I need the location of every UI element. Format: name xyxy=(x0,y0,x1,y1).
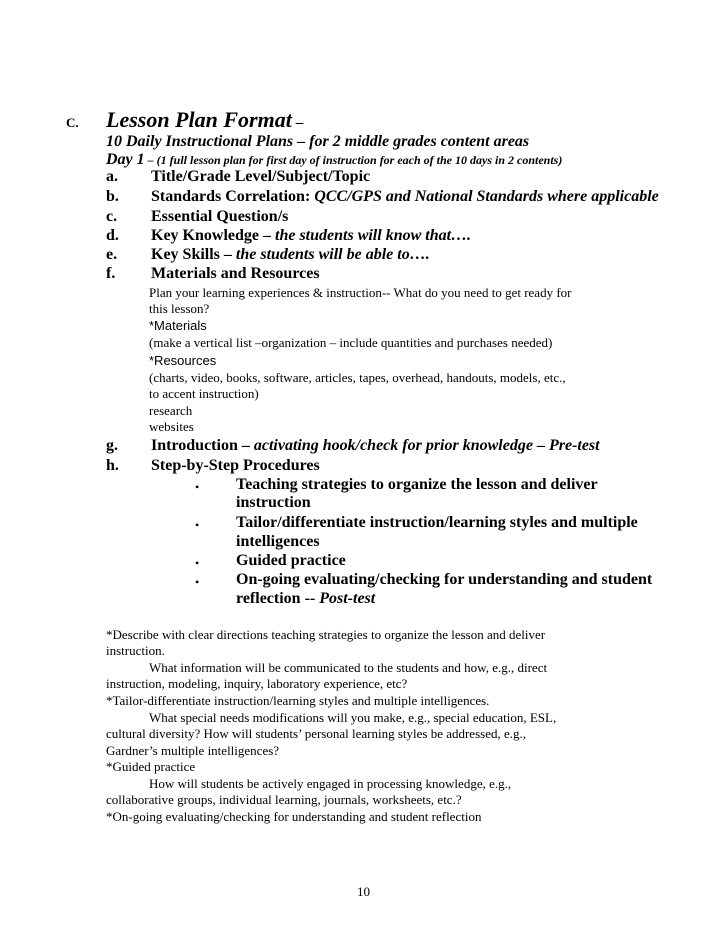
resources-note1: (charts, video, books, software, articles, tapes, overhead, handouts, models, etc., xyxy=(149,370,566,385)
item-d-extra: the students will know that…. xyxy=(275,227,472,244)
item-h-label: Step-by-Step Procedures xyxy=(151,457,320,474)
item-g-dash: – xyxy=(237,437,254,454)
materials-note: (make a vertical list –organization – include quantities and purchases needed) xyxy=(149,335,553,350)
section-subtitle: 10 Daily Instructional Plans – for 2 middle grades content areas xyxy=(106,133,530,150)
item-h-letter: h. xyxy=(106,457,119,474)
procedure-4-posttest: Post-test xyxy=(319,590,376,607)
procedure-3-line1: Guided practice xyxy=(236,552,346,569)
note-9: *Guided practice xyxy=(106,759,196,774)
item-g-letter: g. xyxy=(106,437,118,454)
item-f-label: Materials and Resources xyxy=(151,265,320,282)
item-e-dash: – xyxy=(219,246,236,263)
procedure-2-line1: Tailor/differentiate instruction/learning styles and multiple xyxy=(236,514,638,531)
item-e-row xyxy=(151,246,430,264)
note-6: What special needs modifications will you make, e.g., special education, ESL, xyxy=(149,710,557,725)
resources-websites: websites xyxy=(149,419,194,434)
item-b-extra: QCC/GPS and National Standards where applicable xyxy=(314,188,659,205)
procedure-4-reflection: reflection -- xyxy=(236,590,320,607)
materials-line1: Plan your learning experiences & instruction-- What do you need to get ready for xyxy=(149,285,572,300)
item-e-label: Key Skills xyxy=(151,246,220,263)
page-number: 10 xyxy=(357,884,370,899)
note-8: Gardner’s multiple intelligences? xyxy=(106,743,280,758)
note-4: instruction, modeling, inquiry, laboratory experience, etc? xyxy=(106,676,408,691)
procedure-1-line1: Teaching strategies to organize the lesson and deliver xyxy=(236,476,598,493)
section-letter: C. xyxy=(66,115,79,130)
bullet-2-icon: • xyxy=(195,518,200,532)
section-title-row xyxy=(106,107,303,133)
item-b-letter: b. xyxy=(106,188,119,205)
item-c-label: Essential Question/s xyxy=(151,208,289,225)
bullet-3-icon: • xyxy=(195,556,200,570)
item-g-extra: activating hook/check for prior knowledge – Pre-test xyxy=(253,437,600,454)
item-b-row xyxy=(151,188,659,206)
resources-note2: to accent instruction) xyxy=(149,386,259,401)
section-title: Lesson Plan Format xyxy=(106,107,292,132)
note-2: instruction. xyxy=(106,643,165,658)
procedure-4-line2 xyxy=(236,590,375,608)
note-1: *Describe with clear directions teaching strategies to organize the lesson and deliver xyxy=(106,627,546,642)
day-note: – (1 full lesson plan for first day of instruction for each of the 10 days in 2 contents) xyxy=(144,153,563,167)
procedure-4-line1: On-going evaluating/checking for understanding and student xyxy=(236,571,653,588)
bullet-1-icon: • xyxy=(195,480,200,494)
resources-research: research xyxy=(149,403,193,418)
item-d-label: Key Knowledge xyxy=(151,227,259,244)
item-a-letter: a. xyxy=(106,168,118,185)
item-d-row xyxy=(151,227,471,245)
item-g-row xyxy=(151,437,600,455)
day-row xyxy=(106,151,562,169)
resources-heading: *Resources xyxy=(149,353,217,368)
item-f-letter: f. xyxy=(106,265,116,282)
item-a-label: Title/Grade Level/Subject/Topic xyxy=(151,168,371,185)
item-e-extra: the students will be able to…. xyxy=(235,246,430,263)
materials-line2: this lesson? xyxy=(149,301,210,316)
note-12: *On-going evaluating/checking for understanding and student reflection xyxy=(106,809,482,824)
note-10: How will students be actively engaged in processing knowledge, e.g., xyxy=(149,776,512,791)
procedure-2-line2: intelligences xyxy=(236,533,320,550)
day-label: Day 1 xyxy=(106,151,145,168)
bullet-4-icon: • xyxy=(195,575,200,589)
section-title-dash: – xyxy=(295,115,304,131)
item-d-dash: – xyxy=(259,227,275,244)
note-5: *Tailor-differentiate instruction/learning styles and multiple intelligences. xyxy=(106,693,490,708)
materials-heading: *Materials xyxy=(149,318,207,333)
note-3: What information will be communicated to the students and how, e.g., direct xyxy=(149,660,548,675)
note-7: cultural diversity? How will students’ personal learning styles be addressed, e.g., xyxy=(106,726,526,741)
item-e-letter: e. xyxy=(106,246,118,263)
note-11: collaborative groups, individual learning, journals, worksheets, etc.? xyxy=(106,792,462,807)
item-d-letter: d. xyxy=(106,227,119,244)
procedure-1-line2: instruction xyxy=(236,494,311,511)
item-b-label: Standards Correlation: xyxy=(151,188,311,205)
item-c-letter: c. xyxy=(106,208,118,225)
item-g-label: Introduction xyxy=(151,437,238,454)
